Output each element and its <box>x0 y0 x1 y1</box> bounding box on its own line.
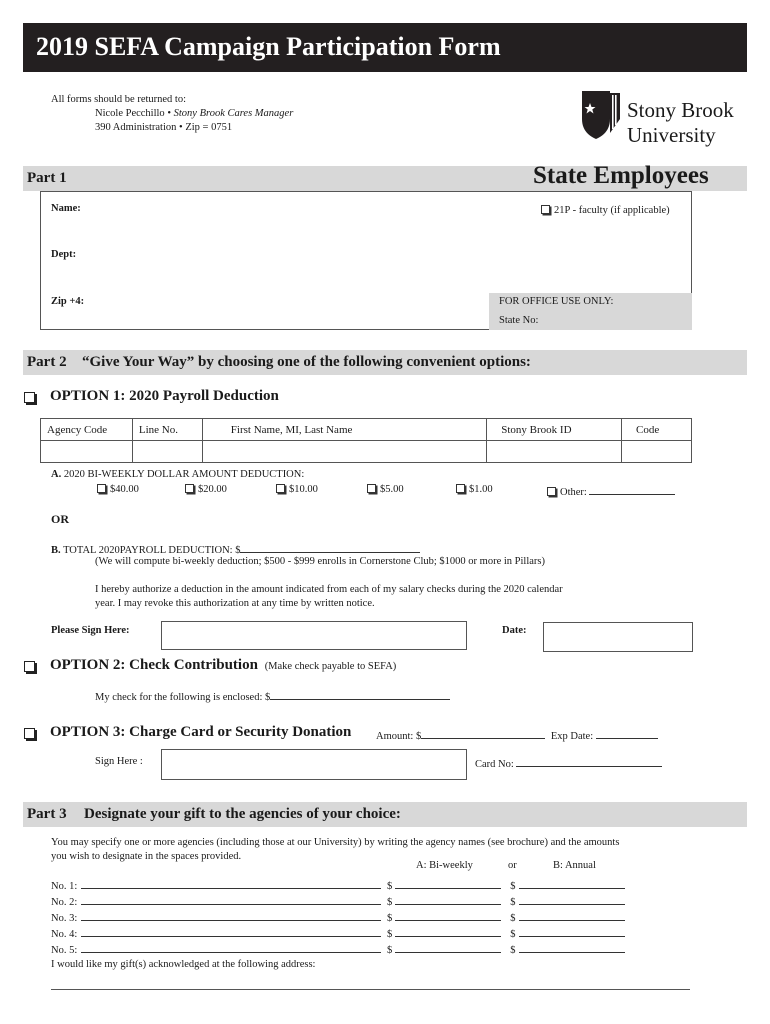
biweekly-amount-field[interactable] <box>395 926 501 937</box>
list-item <box>51 894 625 910</box>
option3-checkbox[interactable] <box>24 728 35 739</box>
card-label: Card No: <box>475 759 514 770</box>
annual-amount-field[interactable] <box>519 878 625 889</box>
return-instructions: All forms should be returned to: <box>51 94 187 105</box>
address-text: 390 Administration <box>95 122 177 133</box>
option2-note: (Make check payable to SEFA) <box>264 661 397 672</box>
amount-checkbox[interactable] <box>367 484 376 493</box>
state-no-label: State No: <box>499 315 539 326</box>
faculty-checkbox[interactable] <box>541 205 550 214</box>
row-label: No. 5: <box>51 945 78 956</box>
biweekly-amount-field[interactable] <box>395 894 501 905</box>
agency-name-field[interactable] <box>81 878 381 889</box>
amount-label: Other: <box>560 487 587 498</box>
zip-text: Zip = 0751 <box>185 122 233 133</box>
charge-amount-field[interactable] <box>421 728 545 739</box>
dept-label: Dept: <box>51 249 77 260</box>
logo-line1: Stony Brook <box>627 98 734 122</box>
check-enclosed-line <box>95 689 450 703</box>
name-field[interactable] <box>180 197 520 219</box>
card-no-line <box>475 756 662 770</box>
bullet: • <box>179 122 183 133</box>
amount-label: $40.00 <box>110 484 139 495</box>
annual-amount-field[interactable] <box>519 910 625 921</box>
part1-heading: State Employees <box>533 162 709 189</box>
biweekly-amount-field[interactable] <box>395 942 501 953</box>
zip-label: Zip +4: <box>51 296 85 307</box>
list-item <box>51 942 625 958</box>
amount-checkbox[interactable] <box>276 484 285 493</box>
return-address <box>95 122 232 133</box>
amount-checkbox[interactable] <box>185 484 194 493</box>
option1-title: OPTION 1: 2020 Payroll Deduction <box>50 388 279 404</box>
row-label: No. 2: <box>51 897 78 908</box>
option-a-line <box>51 469 304 480</box>
currency-symbol: $ <box>510 945 516 956</box>
list-item <box>51 878 625 894</box>
or-separator: OR <box>51 512 69 526</box>
amount-checkbox[interactable] <box>97 484 106 493</box>
part3-intro-line2: you wish to designate in the spaces provided. <box>51 851 242 862</box>
table-row[interactable] <box>41 441 692 463</box>
exp-date-field[interactable] <box>596 728 658 739</box>
logo-line2: University <box>627 123 716 147</box>
currency-symbol: $ <box>387 929 393 940</box>
currency-symbol: $ <box>510 913 516 924</box>
date-label: Date: <box>502 625 527 636</box>
option3-signature-field[interactable] <box>161 749 467 780</box>
agency-name-field[interactable] <box>81 910 381 921</box>
part3-label: Part 3 <box>27 806 67 822</box>
col-annual: B: Annual <box>553 860 596 871</box>
contact-name: Nicole Pecchillo <box>95 108 165 119</box>
sign-label: Please Sign Here: <box>51 625 130 636</box>
option3-title: OPTION 3: Charge Card or Security Donation <box>50 724 352 740</box>
dept-field[interactable] <box>180 243 520 265</box>
agency-name-field[interactable] <box>81 926 381 937</box>
acknowledge-label: I would like my gift(s) acknowledged at the following address: <box>51 959 316 970</box>
part2-label: Part 2 <box>27 354 67 370</box>
designation-rows <box>51 878 625 972</box>
amount-label: $20.00 <box>198 484 227 495</box>
name-cell[interactable] <box>202 441 486 463</box>
currency-symbol: $ <box>387 881 393 892</box>
a-label: 2020 BI-WEEKLY DOLLAR AMOUNT DEDUCTION: <box>63 469 305 480</box>
office-use-label: FOR OFFICE USE ONLY: <box>499 296 614 307</box>
row-label: No. 4: <box>51 929 78 940</box>
part3-intro-line1: You may specify one or more agencies (including those at our University) by writing the agency names (see brochure) and the amounts <box>51 837 620 848</box>
enclosed-label: My check for the following is enclosed: $ <box>95 692 271 703</box>
exp-label: Exp Date: <box>550 731 594 742</box>
agency-name-field[interactable] <box>81 894 381 905</box>
university-logo <box>580 89 622 144</box>
annual-amount-field[interactable] <box>519 894 625 905</box>
currency-symbol: $ <box>387 897 393 908</box>
return-contact <box>95 108 293 119</box>
list-item <box>51 910 625 926</box>
date-field[interactable] <box>543 622 693 652</box>
amount-label: Amount: $ <box>376 731 422 742</box>
a-letter: A. <box>51 469 62 480</box>
total-deduction-field[interactable] <box>240 542 420 553</box>
amount-label: $10.00 <box>289 484 318 495</box>
agency-code-cell[interactable] <box>41 441 133 463</box>
other-amount-field[interactable] <box>589 484 675 495</box>
amount-checkbox[interactable] <box>547 487 556 496</box>
name-label: Name: <box>51 203 81 214</box>
bullet: • <box>167 108 171 119</box>
contact-role: Stony Brook Cares Manager <box>173 108 294 119</box>
option2-checkbox[interactable] <box>24 661 35 672</box>
amount-20[interactable] <box>185 484 227 495</box>
amount-checkbox[interactable] <box>456 484 465 493</box>
zip-field[interactable] <box>180 290 480 312</box>
amount-label: $5.00 <box>380 484 404 495</box>
sb-id-cell[interactable] <box>487 441 622 463</box>
currency-symbol: $ <box>510 881 516 892</box>
option2-header <box>50 657 396 674</box>
list-item <box>51 926 625 942</box>
authorize-line2: year. I may revoke this authorization at any time by written notice. <box>95 598 375 609</box>
table-header-row <box>41 419 692 441</box>
biweekly-amount-field[interactable] <box>395 878 501 889</box>
faculty-option[interactable] <box>541 205 670 216</box>
currency-symbol: $ <box>510 929 516 940</box>
agency-name-field[interactable] <box>81 942 381 953</box>
check-amount-field[interactable] <box>270 689 450 700</box>
b-label: TOTAL 2020PAYROLL DEDUCTION: $ <box>63 545 241 556</box>
acknowledge-address-field[interactable] <box>51 989 690 990</box>
part3-heading: Designate your gift to the agencies of your choice: <box>84 806 401 822</box>
option3-header <box>50 724 351 741</box>
amount-1[interactable] <box>456 484 493 495</box>
col-sb-id: Stony Brook ID <box>487 419 622 441</box>
col-name: First Name, MI, Last Name <box>202 419 486 441</box>
b-letter: B. <box>51 545 61 556</box>
part2-heading: “Give Your Way” by choosing one of the following convenient options: <box>82 354 531 370</box>
line-no-cell[interactable] <box>132 441 202 463</box>
row-label: No. 1: <box>51 881 78 892</box>
col-line-no: Line No. <box>132 419 202 441</box>
biweekly-amount-field[interactable] <box>395 910 501 921</box>
currency-symbol: $ <box>510 897 516 908</box>
agency-table <box>40 418 692 463</box>
option3-sign-label: Sign Here : <box>95 756 143 767</box>
option2-title: OPTION 2: Check Contribution <box>50 657 258 673</box>
amount-5[interactable] <box>367 484 404 495</box>
faculty-label: 21P - faculty (if applicable) <box>554 205 670 216</box>
amount-label: $1.00 <box>469 484 493 495</box>
currency-symbol: $ <box>387 913 393 924</box>
amount-other[interactable] <box>547 484 675 498</box>
col-agency-code: Agency Code <box>41 419 133 441</box>
currency-symbol: $ <box>387 945 393 956</box>
card-no-field[interactable] <box>516 756 662 767</box>
annual-amount-field[interactable] <box>519 942 625 953</box>
signature-field[interactable] <box>161 621 467 650</box>
form-title: 2019 SEFA Campaign Participation Form <box>23 23 747 72</box>
authorize-line1: I hereby authorize a deduction in the amount indicated from each of my salary checks during the 2020 calendar <box>95 584 563 595</box>
b-note: (We will compute bi-weekly deduction; $500 - $999 enrolls in Cornerstone Club; $1000 or more in Pillars) <box>95 556 545 567</box>
option-b-line <box>51 542 420 556</box>
shield-icon <box>580 89 622 141</box>
col-or: or <box>508 860 517 871</box>
amount-10[interactable] <box>276 484 318 495</box>
col-code: Code <box>622 419 692 441</box>
charge-amount-line <box>376 728 658 742</box>
option1-checkbox[interactable] <box>24 392 35 403</box>
col-biweekly: A: Bi-weekly <box>416 860 473 871</box>
part1-label: Part 1 <box>27 170 67 186</box>
code-cell[interactable] <box>622 441 692 463</box>
annual-amount-field[interactable] <box>519 926 625 937</box>
row-label: No. 3: <box>51 913 78 924</box>
amount-40[interactable] <box>97 484 139 495</box>
